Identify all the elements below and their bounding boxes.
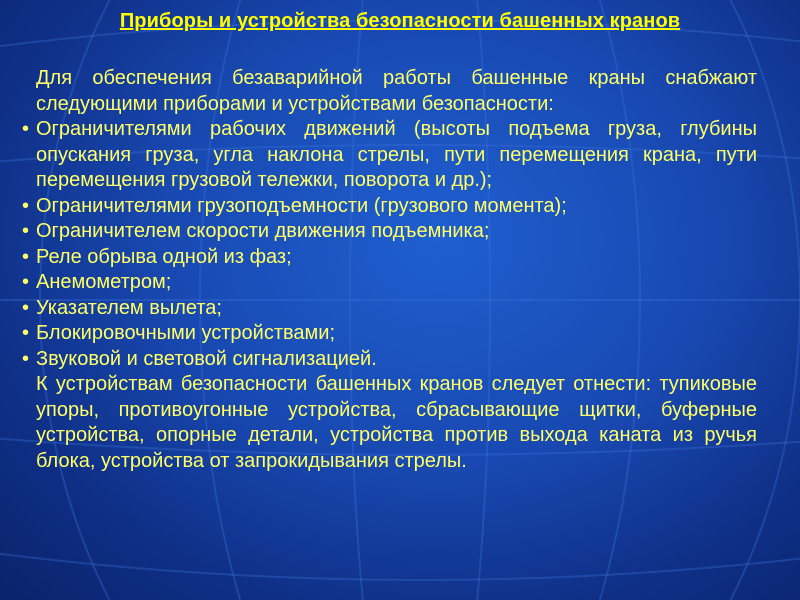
list-item-text: Ограничителем скорости движения подъемника;	[36, 220, 490, 242]
bullet-icon: •	[22, 271, 30, 293]
list-item-text: Звуковой и световой сигнализацией.	[36, 347, 377, 370]
list-item	[22, 347, 757, 373]
list-item-text: Указателем вылета;	[36, 296, 222, 319]
list-item	[22, 296, 757, 322]
bullet-icon: •	[22, 194, 30, 217]
list-item-text: Ограничителями грузоподъемности (грузового момента);	[36, 194, 567, 217]
list-item-text: Анемометром;	[36, 271, 172, 293]
slide-title: Приборы и устройства безопасности башенных кранов	[119, 10, 681, 32]
bullet-icon: •	[22, 245, 30, 268]
safety-devices-list	[22, 117, 757, 372]
bullet-icon: •	[22, 322, 30, 344]
list-item	[22, 219, 757, 245]
bullet-icon: •	[22, 296, 30, 319]
bullet-icon: •	[22, 220, 30, 242]
list-item	[22, 245, 757, 271]
list-item	[22, 270, 757, 296]
list-item-text: Блокировочными устройствами;	[36, 322, 336, 344]
slide-body	[22, 66, 757, 474]
list-item	[22, 117, 757, 194]
list-item	[22, 194, 757, 220]
intro-paragraph: Для обеспечения безаварийной работы башенные краны снабжают следующими приборами и устройствами безопасности:	[36, 67, 757, 115]
list-item	[22, 321, 757, 347]
bullet-icon: •	[22, 118, 30, 140]
conclusion-paragraph: К устройствам безопасности башенных кранов следует отнести: тупиковые упоры, противоугонные устройства, сбрасывающие щитки, буферные устройства, опорные детали, устройства против выхода каната из ручья блока, устройства от запрокидывания стрелы.	[36, 373, 757, 472]
list-item-text: Реле обрыва одной из фаз;	[36, 245, 292, 268]
list-item-text: Ограничителями рабочих движений (высоты подъема груза, глубины опускания груза, угла наклона стрелы, пути перемещения крана, пути перемещения грузовой тележки, поворота и др.);	[36, 118, 757, 191]
bullet-icon: •	[22, 347, 30, 370]
